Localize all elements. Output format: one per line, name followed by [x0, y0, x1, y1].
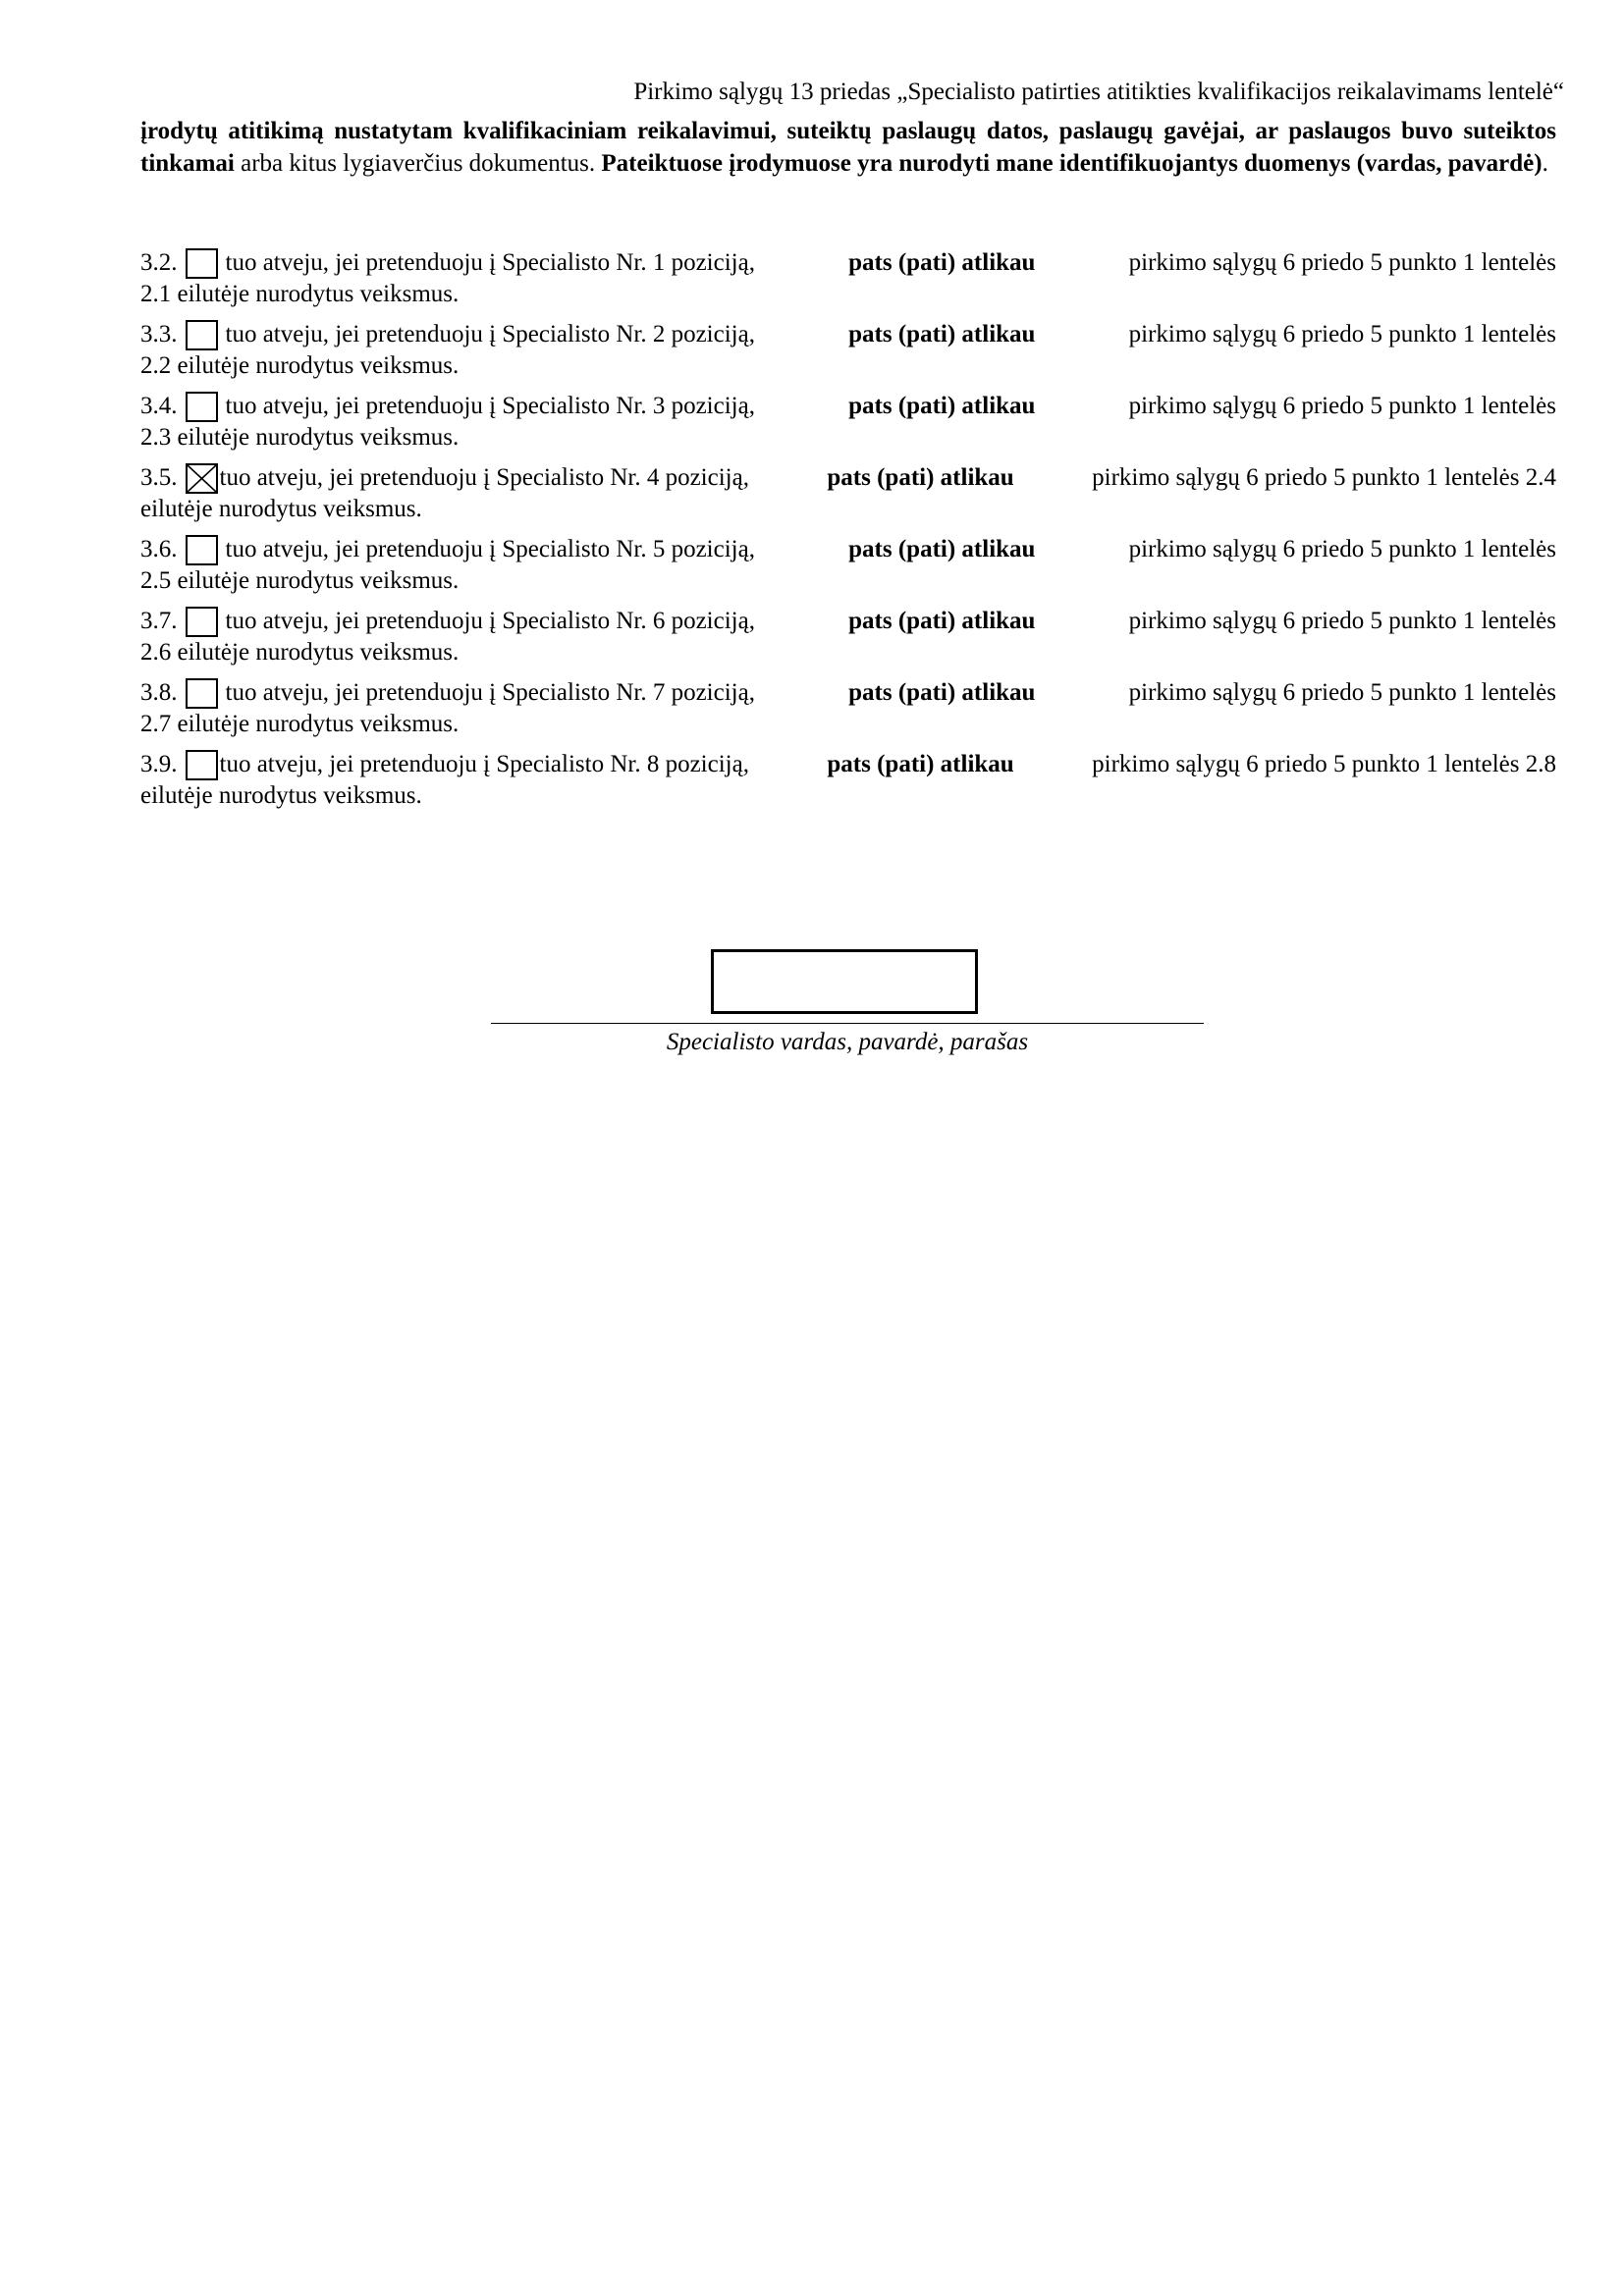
- item-checkbox[interactable]: [186, 392, 218, 422]
- item-number: 3.2.: [140, 249, 178, 276]
- item-text-a: tuo atveju, jei pretenduoju į Specialisto Nr. 3 poziciją,: [225, 393, 755, 419]
- item-number: 3.6.: [140, 536, 178, 562]
- declaration-list: [140, 247, 1556, 821]
- item-text-b: pirkimo sąlygų 6 priedo 5 punkto 1 lentelės: [1128, 249, 1556, 276]
- item-text-a: tuo atveju, jei pretenduoju į Specialisto Nr. 8 poziciją,: [219, 751, 749, 777]
- item-text-a: tuo atveju, jei pretenduoju į Specialisto Nr. 1 poziciją,: [225, 249, 755, 276]
- declaration-item: [140, 247, 1556, 310]
- item-checkbox-checked[interactable]: [186, 463, 218, 494]
- item-text-b: pirkimo sąlygų 6 priedo 5 punkto 1 lentelės: [1128, 536, 1556, 562]
- item-bold: pats (pati) atlikau: [848, 608, 1036, 634]
- item-number: 3.5.: [140, 464, 178, 491]
- item-text-b: pirkimo sąlygų 6 priedo 5 punkto 1 lentelės: [1128, 679, 1556, 706]
- intro-end: .: [1542, 150, 1548, 177]
- item-number: 3.4.: [140, 393, 178, 419]
- item-line-2: eilutėje nurodytus veiksmus.: [140, 496, 422, 522]
- item-checkbox[interactable]: [186, 678, 218, 709]
- intro-bold-2: Pateiktuose įrodymuose yra nurodyti mane identifikuojantys duomenys (vardas, pavardė): [601, 150, 1543, 177]
- item-checkbox[interactable]: [186, 248, 218, 279]
- intro-bold-1: įrodytų atitikimą nustatytam kvalifikaciniam reikalavimui, suteiktų paslaugų datos, paslaugų gavėjai, ar paslaugos buvo suteiktos tinkamai: [140, 118, 1556, 177]
- page-header: Pirkimo sąlygų 13 priedas „Specialisto patirties atitikties kvalifikacijos reikalavimams lentelė“: [633, 79, 1564, 105]
- item-bold: pats (pati) atlikau: [848, 679, 1036, 706]
- item-number: 3.9.: [140, 751, 178, 777]
- item-line-2: 2.1 eilutėje nurodytus veiksmus.: [140, 281, 460, 307]
- checkmark-x-icon: [188, 465, 216, 492]
- item-bold: pats (pati) atlikau: [848, 536, 1036, 562]
- intro-normal-1: arba kitus lygiaverčius dokumentus.: [234, 150, 602, 177]
- declaration-item: [140, 749, 1556, 812]
- item-bold: pats (pati) atlikau: [848, 249, 1036, 276]
- signature-line: [491, 1023, 1204, 1024]
- signature-label: Specialisto vardas, pavardė, parašas: [666, 1029, 1029, 1055]
- item-number: 3.7.: [140, 608, 178, 634]
- item-line-2: 2.5 eilutėje nurodytus veiksmus.: [140, 567, 460, 594]
- declaration-item: [140, 534, 1556, 597]
- item-bold: pats (pati) atlikau: [827, 464, 1014, 491]
- item-text-b: pirkimo sąlygų 6 priedo 5 punkto 1 lentelės: [1128, 393, 1556, 419]
- item-checkbox[interactable]: [186, 320, 218, 350]
- item-checkbox[interactable]: [186, 535, 218, 565]
- signature-field[interactable]: [711, 949, 978, 1014]
- item-text-b: pirkimo sąlygų 6 priedo 5 punkto 1 lentelės: [1128, 608, 1556, 634]
- item-checkbox[interactable]: [186, 607, 218, 637]
- item-line-2: eilutėje nurodytus veiksmus.: [140, 782, 422, 809]
- item-bold: pats (pati) atlikau: [827, 751, 1014, 777]
- declaration-item: [140, 677, 1556, 740]
- intro-paragraph: [140, 115, 1556, 180]
- item-text-a: tuo atveju, jei pretenduoju į Specialisto Nr. 6 poziciją,: [225, 608, 755, 634]
- item-text-a: tuo atveju, jei pretenduoju į Specialisto Nr. 2 poziciją,: [225, 321, 755, 347]
- item-bold: pats (pati) atlikau: [848, 321, 1036, 347]
- item-line-2: 2.7 eilutėje nurodytus veiksmus.: [140, 711, 460, 737]
- item-text-b: pirkimo sąlygų 6 priedo 5 punkto 1 lentelės 2.4: [1092, 464, 1556, 491]
- item-line-2: 2.6 eilutėje nurodytus veiksmus.: [140, 639, 460, 666]
- declaration-item: [140, 319, 1556, 382]
- declaration-item: [140, 606, 1556, 668]
- item-number: 3.3.: [140, 321, 178, 347]
- declaration-item: [140, 391, 1556, 454]
- item-text-b: pirkimo sąlygų 6 priedo 5 punkto 1 lentelės: [1128, 321, 1556, 347]
- item-checkbox[interactable]: [186, 750, 218, 780]
- item-text-a: tuo atveju, jei pretenduoju į Specialisto Nr. 4 poziciją,: [219, 464, 749, 491]
- item-text-a: tuo atveju, jei pretenduoju į Specialisto Nr. 5 poziciją,: [225, 536, 755, 562]
- item-line-2: 2.3 eilutėje nurodytus veiksmus.: [140, 424, 460, 451]
- item-text-b: pirkimo sąlygų 6 priedo 5 punkto 1 lentelės 2.8: [1092, 751, 1556, 777]
- item-text-a: tuo atveju, jei pretenduoju į Specialisto Nr. 7 poziciją,: [225, 679, 755, 706]
- declaration-item: [140, 462, 1556, 525]
- item-number: 3.8.: [140, 679, 178, 706]
- item-line-2: 2.2 eilutėje nurodytus veiksmus.: [140, 352, 460, 379]
- item-bold: pats (pati) atlikau: [848, 393, 1036, 419]
